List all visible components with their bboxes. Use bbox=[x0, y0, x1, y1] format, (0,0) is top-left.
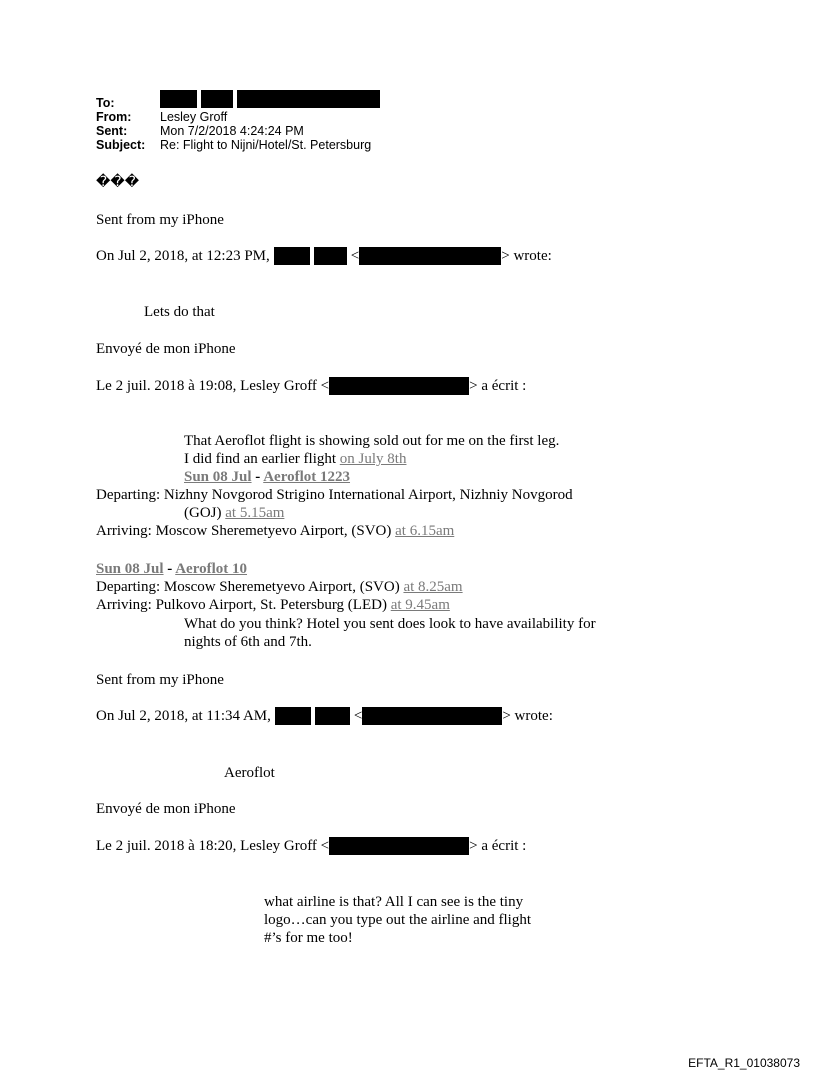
time-link[interactable]: at 8.25am bbox=[403, 579, 463, 595]
sent-value: Mon 7/2/2018 4:24:24 PM bbox=[160, 124, 304, 138]
flight-1-date-link[interactable]: Sun 08 Jul bbox=[184, 469, 252, 485]
message-line bbox=[184, 450, 406, 468]
to-redaction bbox=[160, 90, 380, 110]
redaction-block bbox=[329, 377, 469, 395]
attribution-text: On Jul 2, 2018, at 11:34 AM, bbox=[96, 708, 271, 724]
flight-2-departing bbox=[96, 578, 463, 596]
subject-label: Subject: bbox=[96, 138, 146, 152]
redaction-block bbox=[329, 837, 469, 855]
flight-1-heading bbox=[184, 468, 350, 486]
airport-code: (GOJ) bbox=[184, 505, 226, 521]
attribution-text: Le 2 juil. 2018 à 18:20, Lesley Groff < bbox=[96, 838, 330, 854]
from-row bbox=[96, 110, 380, 124]
arriving-text: Arriving: Pulkovo Airport, St. Petersburg (LED) bbox=[96, 597, 391, 613]
angle-bracket: < bbox=[350, 248, 360, 264]
subject-value: Re: Flight to Nijni/Hotel/St. Petersburg bbox=[160, 138, 372, 152]
message-line: #’s for me too! bbox=[264, 930, 353, 946]
flight-2-arriving bbox=[96, 596, 450, 614]
redaction-block bbox=[315, 707, 350, 725]
redaction-block bbox=[314, 247, 347, 265]
ecrit-text: > a écrit : bbox=[469, 378, 527, 394]
redaction-block bbox=[237, 90, 380, 108]
dash: - bbox=[251, 469, 264, 485]
flight-2-heading bbox=[96, 560, 247, 578]
from-value: Lesley Groff bbox=[160, 110, 228, 124]
redaction-block bbox=[160, 90, 197, 108]
message-line: nights of 6th and 7th. bbox=[184, 634, 312, 650]
attribution-text: Le 2 juil. 2018 à 19:08, Lesley Groff < bbox=[96, 378, 330, 394]
time-link[interactable]: at 5.15am bbox=[225, 505, 285, 521]
redaction-block bbox=[274, 247, 310, 265]
flight-2-number-link[interactable]: Aeroflot 10 bbox=[175, 561, 248, 577]
document-id: EFTA_R1_01038073 bbox=[688, 1056, 800, 1070]
message-line: logo…can you type out the airline and flight bbox=[264, 912, 532, 928]
message-lets-do-that: Lets do that bbox=[144, 304, 215, 320]
departing-text: Departing: Moscow Sheremetyevo Airport, (SVO) bbox=[96, 579, 404, 595]
flight-2-date-link[interactable]: Sun 08 Jul bbox=[96, 561, 164, 577]
reply-attribution-4 bbox=[96, 837, 526, 855]
time-link[interactable]: at 6.15am bbox=[395, 523, 455, 539]
message-line: What do you think? Hotel you sent does look to have availability for bbox=[184, 616, 596, 632]
ecrit-text: > a écrit : bbox=[469, 838, 527, 854]
wrote-text: > wrote: bbox=[501, 248, 552, 264]
arriving-text: Arriving: Moscow Sheremetyevo Airport, (SVO) bbox=[96, 523, 396, 539]
signature-envoye: Envoyé de mon iPhone bbox=[96, 341, 236, 357]
flight-1-arriving bbox=[96, 522, 454, 540]
message-text: I did find an earlier flight bbox=[184, 451, 340, 467]
redaction-block bbox=[362, 707, 502, 725]
flight-1-departing-time bbox=[184, 504, 284, 522]
time-link[interactable]: at 9.45am bbox=[390, 597, 450, 613]
to-label: To: bbox=[96, 96, 115, 110]
message-aeroflot: Aeroflot bbox=[224, 765, 275, 781]
attribution-text: On Jul 2, 2018, at 12:23 PM, bbox=[96, 248, 270, 264]
flight-1-number-link[interactable]: Aeroflot 1223 bbox=[263, 469, 351, 485]
redaction-block bbox=[201, 90, 233, 108]
dash: - bbox=[163, 561, 176, 577]
date-link[interactable]: on July 8th bbox=[339, 451, 407, 467]
angle-bracket: < bbox=[353, 708, 363, 724]
garbled-characters: ��� bbox=[96, 175, 140, 190]
email-header bbox=[96, 96, 380, 152]
redaction-block bbox=[275, 707, 311, 725]
reply-attribution-3 bbox=[96, 707, 553, 725]
flight-1-departing: Departing: Nizhny Novgorod Strigino International Airport, Nizhniy Novgorod bbox=[96, 487, 573, 503]
reply-attribution-1 bbox=[96, 247, 552, 265]
redaction-block bbox=[359, 247, 501, 265]
message-line: That Aeroflot flight is showing sold out for me on the first leg. bbox=[184, 433, 560, 449]
signature-envoye: Envoyé de mon iPhone bbox=[96, 801, 236, 817]
wrote-text: > wrote: bbox=[502, 708, 553, 724]
signature-sent-from-iphone: Sent from my iPhone bbox=[96, 672, 224, 688]
signature-sent-from-iphone: Sent from my iPhone bbox=[96, 212, 224, 228]
to-row bbox=[96, 96, 380, 110]
message-line: what airline is that? All I can see is the tiny bbox=[264, 894, 524, 910]
sent-label: Sent: bbox=[96, 124, 128, 138]
sent-row bbox=[96, 124, 380, 138]
subject-row bbox=[96, 138, 380, 152]
reply-attribution-2 bbox=[96, 377, 526, 395]
from-label: From: bbox=[96, 110, 132, 124]
